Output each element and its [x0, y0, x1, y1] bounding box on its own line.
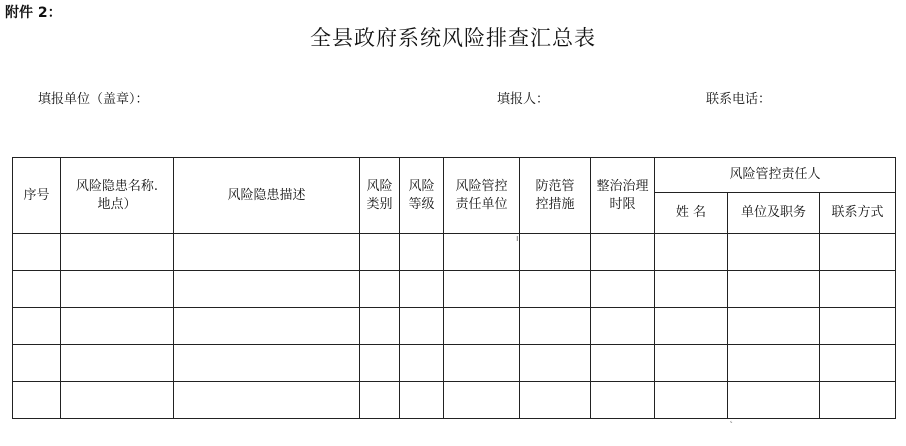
- table-cell: [400, 271, 444, 308]
- table-cell: [820, 308, 896, 345]
- table-cell: [591, 382, 655, 419]
- table-cell: [13, 308, 61, 345]
- table-cell: [820, 234, 896, 271]
- table-cell: [444, 308, 520, 345]
- page-title: 全县政府系统风险排查汇总表: [310, 26, 596, 50]
- table-cell: [444, 345, 520, 382]
- table-cell: [728, 234, 820, 271]
- table-cell: [728, 308, 820, 345]
- table-cell: [360, 382, 400, 419]
- table-cell: [655, 308, 728, 345]
- table-cell: [655, 345, 728, 382]
- table-cell: [400, 234, 444, 271]
- col-header-hazard-name-line1: 风险隐患名称.: [75, 178, 159, 194]
- table-cell: [520, 382, 591, 419]
- col-header-risk-level-line2: 等级: [408, 196, 435, 212]
- col-header-risk-level-line1: 风险: [408, 178, 435, 194]
- col-header-hazard-name-line2: 地点）: [97, 196, 137, 212]
- table-cell: [13, 234, 61, 271]
- table-row: [13, 382, 896, 419]
- table-cell: [655, 382, 728, 419]
- table-cell: [174, 234, 360, 271]
- table-cell: [174, 382, 360, 419]
- col-header-person-name: 姓 名: [655, 193, 728, 234]
- col-header-risk-type: [360, 158, 400, 234]
- stray-mark: ˛: [729, 414, 734, 424]
- table-cell: [174, 308, 360, 345]
- table-cell: [591, 308, 655, 345]
- table-cell: [174, 345, 360, 382]
- col-header-risk-type-line2: 类别: [366, 196, 393, 212]
- table-cell: [61, 234, 174, 271]
- col-header-person-contact: 联系方式: [820, 193, 896, 234]
- col-header-control-measures-line2: 控措施: [535, 196, 575, 212]
- table-cell: [360, 345, 400, 382]
- col-header-deadline: [591, 158, 655, 234]
- table-body: [13, 234, 896, 419]
- table-row: [13, 234, 896, 271]
- table-cell: [728, 271, 820, 308]
- col-header-person-position: 单位及职务: [728, 193, 820, 234]
- table-cell: [820, 271, 896, 308]
- table-cell: [444, 382, 520, 419]
- table-row: [13, 271, 896, 308]
- table-cell: [400, 345, 444, 382]
- table-cell: [591, 345, 655, 382]
- reporting-unit-label: 填报单位（盖章）：: [38, 92, 149, 107]
- table-cell: [61, 271, 174, 308]
- table-cell: [360, 234, 400, 271]
- table-cell: [400, 382, 444, 419]
- col-header-seq: 序号: [13, 158, 61, 234]
- table-row: [13, 308, 896, 345]
- table-cell: [520, 234, 591, 271]
- table-cell: [61, 345, 174, 382]
- stray-mark: ı: [516, 234, 519, 244]
- table-cell: [13, 382, 61, 419]
- table-cell: [360, 308, 400, 345]
- table-cell: [444, 271, 520, 308]
- table-cell: [400, 308, 444, 345]
- table-cell: [655, 271, 728, 308]
- table-cell: [61, 308, 174, 345]
- table-cell: [13, 271, 61, 308]
- col-header-risk-level: [400, 158, 444, 234]
- col-header-group-responsible: 风险管控责任人: [655, 158, 896, 193]
- filler-label: 填报人：: [497, 92, 550, 107]
- attachment-label: 附件 2：: [5, 5, 62, 21]
- table-cell: [591, 271, 655, 308]
- col-header-responsible-unit-line2: 责任单位: [455, 196, 508, 212]
- risk-summary-table: [12, 157, 896, 419]
- col-header-control-measures: [520, 158, 591, 234]
- table-cell: [520, 308, 591, 345]
- table-cell: [728, 382, 820, 419]
- table-cell: [174, 271, 360, 308]
- table-cell: [728, 345, 820, 382]
- table-cell: [655, 234, 728, 271]
- col-header-responsible-unit-line1: 风险管控: [455, 178, 508, 194]
- col-header-control-measures-line1: 防范管: [535, 178, 575, 194]
- col-header-hazard-name: [61, 158, 174, 234]
- table-cell: [13, 345, 61, 382]
- table-cell: [61, 382, 174, 419]
- phone-label: 联系电话：: [706, 92, 772, 107]
- table-row: [13, 345, 896, 382]
- col-header-deadline-line2: 时限: [609, 196, 636, 212]
- col-header-responsible-unit: [444, 158, 520, 234]
- col-header-hazard-desc: 风险隐患描述: [174, 158, 360, 234]
- table-cell: [444, 234, 520, 271]
- col-header-deadline-line1: 整治治理: [596, 178, 649, 194]
- table-cell: [520, 271, 591, 308]
- table-cell: [360, 271, 400, 308]
- col-header-risk-type-line1: 风险: [366, 178, 393, 194]
- table-cell: [820, 382, 896, 419]
- table-cell: [520, 345, 591, 382]
- table-cell: [820, 345, 896, 382]
- table-cell: [591, 234, 655, 271]
- header-row-1: [13, 158, 896, 193]
